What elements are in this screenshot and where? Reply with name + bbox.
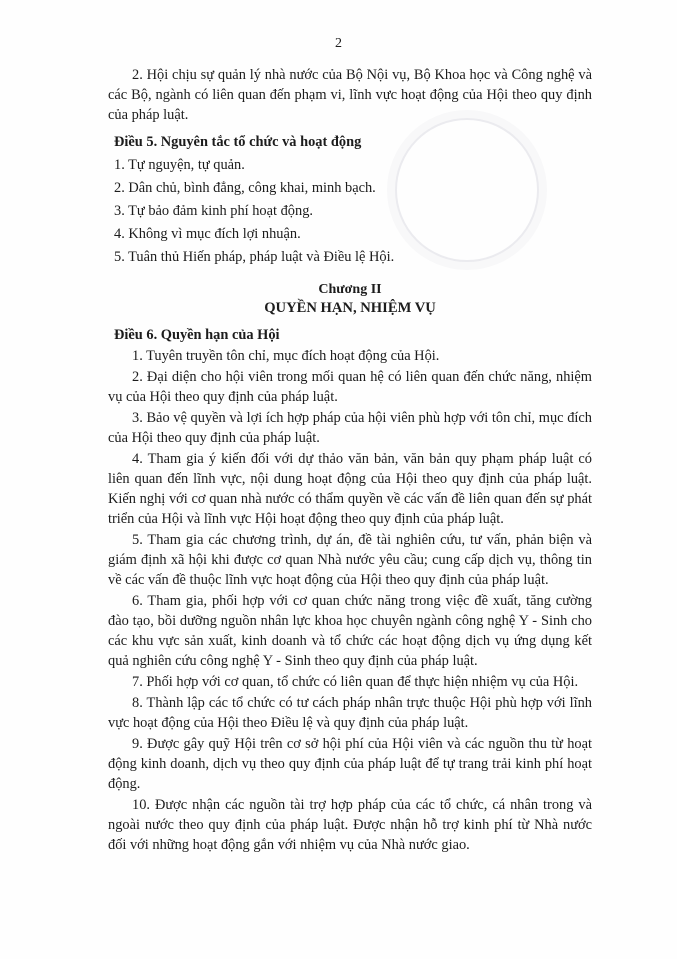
article-6-item: 6. Tham gia, phối hợp với cơ quan chức năng trong việc đề xuất, tăng cường đào tạo, bồi dưỡng nguồn nhân lực khoa học chuyên ngành công nghệ Y - Sinh cho các khu vực sản xuất, kinh doanh và tổ chức các hoạt động dịch vụ ứng dụng kết quả nghiên cứu công nghệ Y - Sinh theo quy định của pháp luật. [108, 593, 592, 669]
article-6-item: 10. Được nhận các nguồn tài trợ hợp pháp của các tổ chức, cá nhân trong và ngoài nước theo quy định của pháp luật. Được nhận hỗ trợ kinh phí từ Nhà nước đối với những hoạt động gắn với nhiệm vụ của Nhà nước giao. [108, 797, 592, 853]
chapter-title: QUYỀN HẠN, NHIỆM VỤ [264, 300, 436, 316]
article-6-item: 2. Đại diện cho hội viên trong mối quan hệ có liên quan đến chức năng, nhiệm vụ của Hội theo quy định của pháp luật. [108, 369, 592, 405]
article-5-item: 5. Tuân thủ Hiến pháp, pháp luật và Điều lệ Hội. [114, 249, 395, 265]
chapter-label: Chương II [318, 282, 382, 297]
article-5-heading: Điều 5. Nguyên tắc tổ chức và hoạt động [114, 134, 362, 150]
article-6-item: 1. Tuyên truyền tôn chỉ, mục đích hoạt động của Hội. [132, 348, 440, 364]
article-5-item: 4. Không vì mục đích lợi nhuận. [114, 226, 301, 242]
article-5-item: 3. Tự bảo đảm kinh phí hoạt động. [114, 203, 313, 219]
article-6-item: 3. Bảo vệ quyền và lợi ích hợp pháp của hội viên phù hợp với tôn chỉ, mục đích của Hội theo quy định của pháp luật. [108, 410, 592, 446]
paragraph-hoi-quan-ly: 2. Hội chịu sự quản lý nhà nước của Bộ Nội vụ, Bộ Khoa học và Công nghệ và các Bộ, ngành có liên quan đến phạm vi, lĩnh vực hoạt động của Hội theo quy định của pháp luật. [108, 67, 592, 123]
document-body [108, 64, 592, 855]
article-6-item: 8. Thành lập các tổ chức có tư cách pháp nhân trực thuộc Hội phù hợp với lĩnh vực hoạt động của Hội theo Điều lệ và quy định của pháp luật. [108, 695, 592, 731]
article-6-item: 5. Tham gia các chương trình, dự án, đề tài nghiên cứu, tư vấn, phản biện và giám định xã hội khi được cơ quan Nhà nước yêu cầu; cung cấp dịch vụ, thông tin về các vấn đề thuộc lĩnh vực hoạt động của Hội theo quy định của pháp luật. [108, 532, 592, 588]
article-6-item: 9. Được gây quỹ Hội trên cơ sở hội phí của Hội viên và các nguồn thu từ hoạt động kinh doanh, dịch vụ theo quy định của pháp luật để tự trang trải kinh phí hoạt động. [108, 736, 592, 792]
article-5-item: 1. Tự nguyện, tự quản. [114, 157, 245, 173]
article-6-heading: Điều 6. Quyền hạn của Hội [114, 327, 280, 343]
article-6-item: 4. Tham gia ý kiến đối với dự thảo văn bản, văn bản quy phạm pháp luật có liên quan đến lĩnh vực, nội dung hoạt động của Hội theo quy định của pháp luật. Kiến nghị với cơ quan nhà nước có thẩm quyền về các vấn đề liên quan đến sự phát triển của Hội và lĩnh vực Hội hoạt động theo quy định của pháp luật. [108, 451, 592, 527]
chapter-heading [108, 281, 592, 317]
page-number: 2 [335, 36, 342, 51]
article-6-item: 7. Phối hợp với cơ quan, tổ chức có liên quan để thực hiện nhiệm vụ của Hội. [132, 674, 579, 690]
article-5-item: 2. Dân chủ, bình đẳng, công khai, minh bạch. [114, 180, 376, 196]
